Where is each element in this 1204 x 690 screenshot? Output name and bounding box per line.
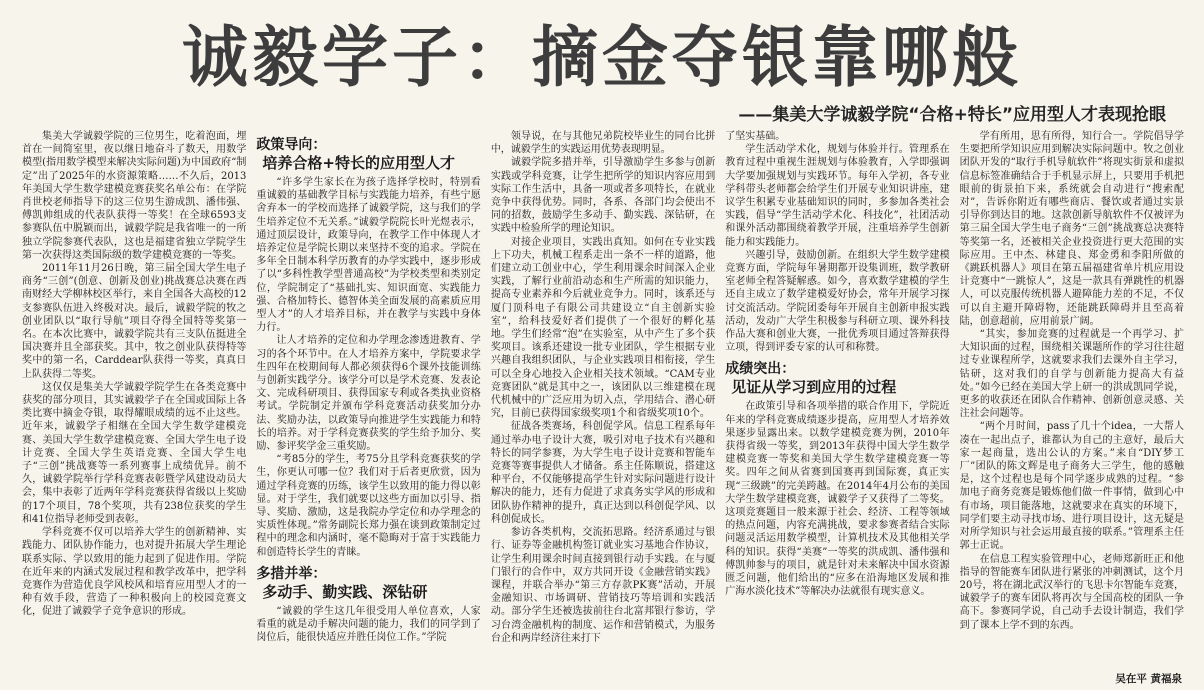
section-title-policy-b: 培养合格+特长的应用型人才 bbox=[262, 154, 455, 172]
paragraph: “诚毅的学生这几年很受用人单位喜欢，人家看重的就是动手解决问题的能力，我们的同学到了岗位后，能很快适应并胜任岗位工作。”学院 bbox=[256, 605, 481, 644]
paragraph: “其实，参加竞赛的过程就是一个再学习、扩大知识面的过程，围绕相关课题所作的学习往往超过专业课程所学，这就要求我们去课外自主学习，钻研，这对我们的自学与创新能力提高大有益处。”如今已经在美国大学上研一的洪成凯同学说，更多的收获还在团队合作精神、创新创意灵感、关注社会问题等。 bbox=[959, 329, 1185, 420]
column-5 bbox=[960, 130, 1184, 678]
paragraph: 在信息工程实验管理中心，老师郑新旺正和他指导的智能赛车团队进行紧张的冲刺测试，这个月20号，将在湖北武汉举行的飞思卡尔智能车竞赛，诚毅学子的赛车团队将再次与全国高校的团队一争高下。参赛同学说，自己动手去设计制造，我们学到了课本上学不到的东西。 bbox=[959, 553, 1185, 631]
paragraph: 诚毅学院多措并举，引导激励学生多参与创新实践或学科竞赛，让学生把所学的知识内容应用到实际工作生活中，具备一项或者多项特长，在就业竞争中获得优势。同时，各系、各部门均会使出不同的招数，鼓励学生多动手、勤实践、深钻研，在实践中检验所学的理论知识。 bbox=[490, 157, 716, 235]
paragraph: 学科竞赛不仅可以培养大学生的创新精神、实践能力、团队协作能力，也对提升拓展大学生理论联系实际、学以致用的能力起到了促进作用。学院在近年来的内涵式发展过程和教学改革中，把学科竞赛作为营造优良学风校风和培育应用型人才的一种有效手段，营造了一种积极向上的校园竞赛文化，促进了诚毅学子竞争意识的形成。 bbox=[22, 527, 247, 618]
paragraph: 领导说，在与其他兄弟院校毕业生的同台比拼中，诚毅学生的实践运用优势表现明显。 bbox=[490, 131, 716, 156]
section-title-policy-a: 政策导向： bbox=[256, 137, 327, 153]
paragraph: “许多学生家长在为孩子选择学校时，特别看重诚毅的基础教学目标与实践能力培养，有些宁愿舍弃本一的学校而选择了诚毅学院，这与我们的学生培养定位不无关系。”诚毅学院院长叶光煜表示，通过顶层设计，政策导向，在教学工作中体现人才培养定位是学院长期以来坚持不变的追求。学院在多年全日制本科学历教育的办学实践中，逐步形成了以“多科性教学型普通高校”为学校类型和类别定位，学院制定了“基础扎实、知识面宽、实践能力强、合格加特长、德智体美全面发展的高素质应用型人才”的人才培养目标，并在教学与实践中身体力行。 bbox=[256, 177, 481, 334]
section-title-results bbox=[725, 360, 949, 396]
column-3 bbox=[491, 130, 715, 678]
paragraph: 让人才培养的定位和办学理念渗透进教育、学习的各个环节中。在人才培养方案中，学院要求学生四年在校期间每人都必须获得6个课外技能训练与创新实践学分。该学分可以是学术竞赛、发表论文、完成科研项目、获得国家专利或各类执业资格考试。学院制定并颁布学科竞赛活动获奖加分办法、奖励办法，以政策导向推进学生实践能力和特长的培养。对于学科竞赛获奖的学生给予加分、奖励、参评奖学金三重奖励。 bbox=[256, 335, 481, 453]
section-title-results-a: 成绩突出： bbox=[725, 361, 796, 378]
column-2 bbox=[256, 130, 480, 678]
paragraph: 学有所用，思有所得，知行合一。学院倡导学生要把所学知识应用到解决实际问题中。牧之创业团队开发的“取行手机导航软件”将现实街景和虚拟信息标签准确结合于手机显示屏上，只要用手机把眼前的街景拍下来，系统就会自动进行“搜索配对”，告诉你附近有哪些商店、餐饮或者通过实景引导你到达目的地。这款创新导航软件不仅被评为第三届全国大学生电子商务“三创”挑战赛总决赛特等奖第一名，还被相关企业投资进行更大范围的实际应用。王中杰、林建良、郑金勇和李阳所做的《跳跃机器人》项目在第五届福建省单片机应用设计竞赛中“一跳惊人”，这是一款具有弹跳性的机器人，可以克服传统机器人避障能力差的不足，不仅可以自主避开障碍物，还能跳跃障碍并且至高着陆，创意超前，应用前景广阔。 bbox=[959, 131, 1185, 327]
paragraph: 这仅仅是集美大学诚毅学院学生在各类竞赛中获奖的部分项目，其实诚毅学子在全国或国际上各类比赛中摘金夺银，取得耀眼成绩的远不止这些。近年来，诚毅学子相继在全国大学生数学建模竞赛、美国大学生数学建模竞赛、全国大学生电子设计竞赛、全国大学生英语竞赛、全国大学生电子“三创”挑战赛等一系列赛事上成绩优异。前不久，诚毅学院举行学科竞赛表彰暨学风建设动员大会，集中表彰了近两年学科竞赛获得省级以上奖励的17个项目，78个奖项，共有238位获奖的学生和41位指导老师受到表彰。 bbox=[22, 381, 247, 525]
paragraph: 在政策引导和各项举措的联合作用下，学院近年来的学科竞赛成绩逐步提高，应用型人才培养效果逐步显露出来。以数学建模竞赛为例，2010年获得省级一等奖，到2013年获得中国大学生数学建模竞赛一等奖和美国大学生数学建模竞赛一等奖。四年之间从省赛到国赛再到国际赛，真正实现“三级跳”的完美跨越。在2014年4月公布的美国大学生数学建模竞赛，诚毅学子又获得了二等奖。这项竞赛题目一般来源于社会、经济、工程等领域的热点问题，内容充满挑战，要求参赛者结合实际问题灵活运用数学模型，计算机技术及其他相关学科的知识。获得“美赛”一等奖的洪成凯、潘伟强和傅凯帅参与的项目，就是针对未来解决中国水资源匮乏问题，他们给出的“应多在沿海地区发展和推广海水淡化技术”等解决办法就很有现实意义。 bbox=[725, 401, 950, 598]
paragraph: 兴趣引导，鼓励创新。在组织大学生数学建模竞赛方面，学院每年暑期都开设集训班，数学教研室老师全程答疑解惑。如今，喜欢数学建模的学生还自主成立了数学建模爱好协会，常年开展学习探讨交流活动。学院团委每年开展自主创新申报实践活动，发动广大学生积极参与科研立项、课外科技作品大赛和创业大赛，一批优秀项目通过答辩获得立项，得到评委专家的认可和称赞。 bbox=[725, 249, 950, 354]
paragraph: 学生活动学术化，规划与体验并行。管理系在教育过程中重视生涯规划与体验教育，入学即强调大学要加强规划与实践环节。每年入学初，各专业学科带头老师都会给学生们开展专业知识讲座，建议学生积累专业基础知识的同时，多参加各类社会实践，倡导“学生活动学术化、科技化”，社团活动和课外活动都围绕着教学开展，注重培养学生创新能力和实践能力。 bbox=[725, 144, 950, 248]
paragraph: 2011年11月26日晚，第三届全国大学生电子商务“三创”(创意、创新及创业)挑战赛总决赛在西南财经大学柳林校区举行，来自全国各大高校的12支参赛队伍进入终极对决。最后，诚毅学院的牧之创业团队以“取行导航”项目夺得全国特等奖第一名。在本次比赛中，诚毅学院共有三支队伍挺进全国决赛并且全部获奖。其中，牧之创业队获得特等奖中的第一名，Carddear队获得一等奖，真真日上队获得二等奖。 bbox=[22, 263, 247, 380]
paragraph: “考85分的学生，考75分且学科竞赛获奖的学生，你更认可哪一位？我们对于后者更欣赏，因为通过学科竞赛的历练，该学生以致用的能力得以彰显。对于学生，我们就要以这些方面加以引导、指导、奖励、激励，这是我院办学定位和办学理念的实质性体现。”常务副院长郑力强在谈到政策制定过程中的理念和内涵时，毫不隐晦对于富于实践能力和创造特长学生的青睐。 bbox=[256, 454, 481, 558]
section-title-measures bbox=[256, 565, 480, 601]
article-byline: 吴在平 黄福泉 bbox=[1115, 673, 1182, 685]
paragraph: “两个月时间，pass了几十个idea，一大帮人凑在一起出点子，谁都认为自己的主意好，最后大家一起商量，选出公认的方案。”来自“DIY梦工厂”团队的陈文辉是电子商务大三学生，他的感触是，这个过程也是每个同学逐步成熟的过程。“参加电子商务竞赛是锻炼他们做一件事情，做到心中有市场，项目能落地，这就要求在真实的环境下，同学们要主动寻找市场、进行项目设计，这无疑是对所学知识与社会运用最直接的联系。”管理系主任郭士正说。 bbox=[959, 421, 1185, 552]
column-4 bbox=[725, 130, 949, 678]
paragraph: 征战各类赛场，科创促学风。信息工程系每年通过举办电子设计大赛，吸引对电子技术有兴趣和特长的同学参赛，为大学生电子设计竞赛和智能车竞赛等赛事提供人才储备。系主任陈顺说，搭建这种平台，不仅能够提高学生针对实际问题进行设计解决的能力，还有力促进了求真务实学风的形成和团队协作精神的提升，真正达到以科创促学风、以科创促成长。 bbox=[490, 421, 716, 525]
article-body bbox=[22, 130, 1184, 678]
section-title-policy bbox=[256, 136, 480, 172]
section-title-measures-a: 多措并举： bbox=[256, 565, 327, 582]
article-subheadline: ——集美大学诚毅学院“合格+特长”应用型人才表现抢眼 bbox=[738, 105, 1166, 125]
section-title-measures-b: 多动手、勤实践、深钻研 bbox=[262, 582, 428, 601]
paragraph: 对接企业项目，实践出真知。如何在专业实践上下功夫，机械工程系走出一条不一样的道路，他们建立动工创业中心，学生利用课余时间深入企业实践，了解行业前沿动态和生产所需的知识能力，提高专业素养和今后就业竞争力。同时，该系还与厦门顶科电子有限公司共建设立“自主创新实验室”，给科技爱好者们提供了一个很好的孵化基地。学生们经常“泡”在实验室，从中产生了多个获奖项目。该系还建设一批专业团队，学生根据专业兴趣自我组织团队，与企业实践项目相衔接，学生可以全身心地投入企业相关技术领域。“CAM专业竞赛团队”就是其中之一，该团队以三维建模在现代机械中的广泛应用为切入点，学用结合、潜心研究，目前已获得国家级奖项1个和省级奖项10个。 bbox=[490, 236, 716, 420]
article-headline: 诚毅学子：摘金夺银靠哪般 bbox=[182, 19, 1022, 96]
paragraph: 集美大学诚毅学院的三位男生，吃着泡面，埋首在一间简室里，夜以继日地奋斗了数天，用数学模型(指用数学模型来解决实际问题)为中国政府“制定”出了2025年的水资源策略……不久后，2013年美国大学生数学建模竞赛获奖名单公布：在学院肖世校老师指导下的这三位男生游成凯、潘伟强、傅凯帅组成的代表队获得一等奖！在全球6593支参赛队伍中脱颖而出，诚毅学院是我省唯一的一所独立学院参赛代表队，这也是福建省独立学院学生第一次获得这类国际级的数学建模竞赛的一等奖。 bbox=[22, 131, 247, 261]
section-title-results-b: 见证从学习到应用的过程 bbox=[731, 378, 897, 397]
paragraph: 参访各类机构，交流拓思路。经济系通过与银行、证券等金融机构签订就业实习基地合作协议，让学生利用课余时间直接到银行动手实践。在与厦门银行的合作中，双方共同开设《金融营销实践》课程，并联合举办“第三方存款PK赛”活动，开展金融知识、市场调研、营销技巧等培训和实践活动。部分学生还被选拔前往台北富邦银行参访，学习台湾金融机构的制度、运作和营销模式，为服务台企和两岸经济往来打下 bbox=[490, 527, 716, 644]
column-1 bbox=[22, 130, 246, 678]
paragraph: 了坚实基础。 bbox=[725, 131, 786, 142]
